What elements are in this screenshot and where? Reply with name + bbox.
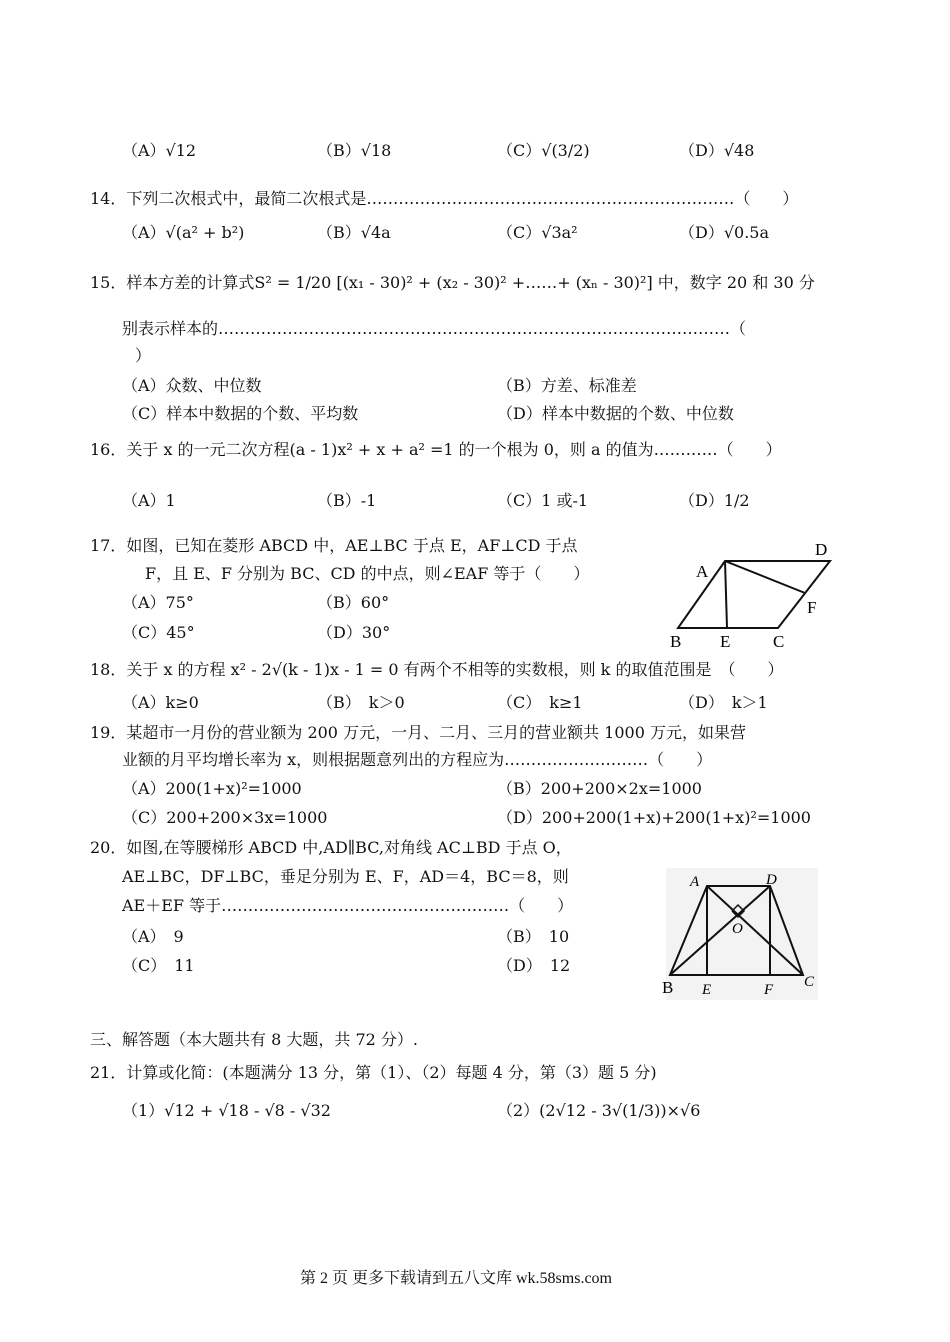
q21-stem: 21．计算或化简：(本题满分 13 分，第（1）、（2）每题 4 分，第（3）题 5 分)	[90, 1063, 657, 1082]
trapezoid-figure	[660, 866, 820, 1001]
q17-option-b: （B）60°	[317, 593, 390, 612]
q19-stem-line2: 业额的月平均增长率为 x，则根据题意列出的方程应为………………………（ ）	[122, 750, 713, 769]
q15-stem-line2: 别表示样本的……………………………………………………………………………………（	[122, 319, 747, 338]
q20-option-c: （C） 11	[122, 956, 195, 975]
label-b: B	[662, 978, 674, 997]
section3-title: 三、解答题（本大题共有 8 大题，共 72 分）.	[90, 1030, 418, 1049]
label-a: A	[690, 874, 700, 890]
label-d: D	[815, 540, 828, 559]
q17-stem: 17．如图，已知在菱形 ABCD 中，AE⊥BC 于点 E，AF⊥CD 于点	[90, 536, 578, 555]
label-c: C	[804, 974, 815, 990]
q14-stem: 14．下列二次根式中，最简二次根式是……………………………………………………………（ ）	[90, 189, 799, 208]
q13-option-a: （A）√12	[122, 141, 197, 160]
q17-stem-line2: F，且 E、F 分别为 BC、CD 的中点，则∠EAF 等于（ ）	[145, 564, 590, 583]
q15-option-d: （D）样本中数据的个数、中位数	[497, 404, 734, 423]
q21-part1: （1）√12 + √18 - √8 - √32	[122, 1101, 331, 1120]
q15-stem-line3: ）	[135, 346, 152, 365]
q16-stem: 16．关于 x 的一元二次方程(a - 1)x² + x + a² =1 的一个根为 0，则 a 的值为…………（ ）	[90, 440, 782, 459]
q17-option-c: （C）45°	[122, 623, 195, 642]
label-a: A	[696, 562, 709, 581]
label-d: D	[766, 872, 777, 888]
label-b: B	[670, 632, 682, 650]
rhombus-figure	[660, 535, 860, 650]
q20-stem: 20．如图,在等腰梯形 ABCD 中,AD∥BC,对角线 AC⊥BD 于点 O，	[90, 838, 572, 857]
q18-option-d: （D） k＞1	[679, 693, 768, 712]
label-f: F	[807, 598, 817, 617]
q19-option-c: （C）200+200×3x=1000	[122, 808, 328, 827]
q16-option-b: （B）-1	[317, 491, 377, 510]
segment-ae	[725, 561, 727, 628]
q13-option-c: （C）√(3/2)	[497, 141, 590, 160]
q20-stem-line3: AE＋EF 等于………………………………………………（ ）	[122, 896, 574, 915]
q14-option-d: （D）√0.5a	[679, 223, 770, 242]
page-footer: 第 2 页 更多下载请到五八文库 wk.58sms.com	[300, 1270, 613, 1287]
q20-option-a: （A） 9	[122, 927, 184, 946]
q16-option-c: （C）1 或-1	[497, 491, 589, 510]
q15-stem: 15．样本方差的计算式S² = 1/20 [(x₁ - 30)² + (x₂ - 30)² +……+ (xₙ - 30)²] 中，数字 20 和 30 分	[90, 273, 815, 292]
q20-stem-line2: AE⊥BC，DF⊥BC，垂足分别为 E、F，AD＝4，BC＝8，则	[122, 867, 569, 886]
q19-stem: 19．某超市一月份的营业额为 200 万元，一月、二月、三月的营业额共 1000 万元，如果营	[90, 723, 746, 742]
q19-option-d: （D）200+200(1+x)+200(1+x)²=1000	[497, 808, 811, 827]
q14-option-a: （A）√(a² + b²)	[122, 223, 245, 242]
q16-option-a: （A）1	[122, 491, 176, 510]
q15-option-a: （A）众数、中位数	[122, 376, 262, 395]
segment-af	[725, 561, 805, 593]
label-o: O	[732, 921, 743, 937]
q18-stem: 18．关于 x 的方程 x² - 2√(k - 1)x - 1 = 0 有两个不相等的实数根，则 k 的取值范围是 （ ）	[90, 660, 784, 679]
q15-option-c: （C）样本中数据的个数、平均数	[122, 404, 359, 423]
q13-option-d: （D）√48	[679, 141, 755, 160]
q13-option-b: （B）√18	[317, 141, 392, 160]
q16-option-d: （D）1/2	[679, 491, 750, 510]
label-c: C	[773, 632, 785, 650]
q17-option-a: （A）75°	[122, 593, 194, 612]
q14-option-c: （C）√3a²	[497, 223, 578, 242]
q17-option-d: （D）30°	[317, 623, 391, 642]
q20-option-b: （B） 10	[497, 927, 570, 946]
label-f: F	[764, 982, 774, 998]
label-e: E	[720, 632, 731, 650]
q20-option-d: （D） 12	[497, 956, 571, 975]
q14-option-b: （B）√4a	[317, 223, 391, 242]
label-e: E	[702, 982, 712, 998]
q19-option-a: （A）200(1+x)²=1000	[122, 779, 302, 798]
q19-option-b: （B）200+200×2x=1000	[497, 779, 702, 798]
q18-option-b: （B） k＞0	[317, 693, 405, 712]
q18-option-c: （C） k≥1	[497, 693, 583, 712]
q18-option-a: （A）k≥0	[122, 693, 199, 712]
q21-part2: （2）(2√12 - 3√(1/3))×√6	[497, 1101, 701, 1120]
q15-option-b: （B）方差、标准差	[497, 376, 637, 395]
